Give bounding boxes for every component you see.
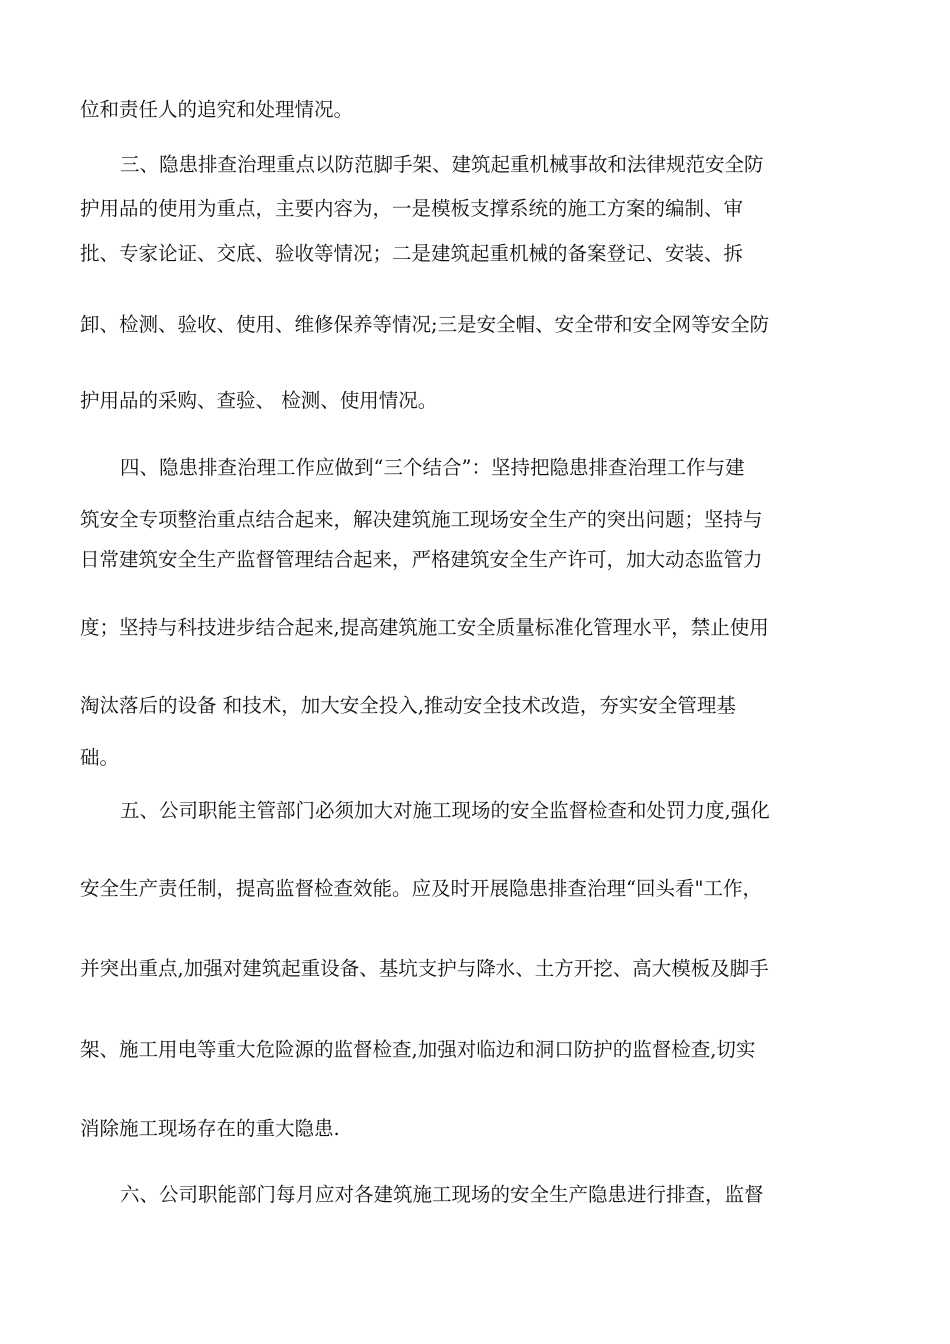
text-line: 并突出重点,加强对建筑起重设备、基坑支护与降水、土方开挖、高大模板及脚手	[80, 957, 769, 980]
text-line: 架、施工用电等重大危险源的监督检查,加强对临边和洞口防护的监督检查,切实	[80, 1038, 756, 1061]
text-line: 筑安全专项整治重点结合起来，解决建筑施工现场安全生产的突出问题；坚持与	[80, 508, 763, 531]
text-line: 卸、检测、验收、使用、维修保养等情况;三是安全帽、安全带和安全网等安全防	[80, 313, 770, 336]
text-line: 批、专家论证、交底、验收等情况；二是建筑起重机械的备案登记、安装、拆	[80, 242, 744, 265]
text-line: 度；坚持与科技进步结合起来,提高建筑施工安全质量标准化管理水平，禁止使用	[80, 616, 769, 639]
text-line: 护用品的采购、查验、 检测、使用情况。	[80, 389, 438, 412]
text-line: 淘汰落后的设备 和技术，加大安全投入,推动安全技术改造，夯实安全管理基	[80, 694, 736, 717]
paragraph-start-line: 四、隐患排查治理工作应做到“三个结合”：坚持把隐患排查治理工作与建	[120, 456, 745, 479]
paragraph-start-line: 六、公司职能部门每月应对各建筑施工现场的安全生产隐患进行排查，监督	[120, 1183, 764, 1206]
text-line: 础。	[80, 746, 120, 769]
paragraph-start-line: 五、公司职能主管部门必须加大对施工现场的安全监督检查和处罚力度,强化	[120, 799, 770, 822]
text-line: 位和责任人的追究和处理情况。	[80, 98, 354, 121]
paragraph-start-line: 三、隐患排查治理重点以防范脚手架、建筑起重机械事故和法律规范安全防	[120, 153, 764, 176]
text-line: 日常建筑安全生产监督管理结合起来，严格建筑安全生产许可，加大动态监管力	[80, 548, 763, 571]
text-line: 消除施工现场存在的重大隐患.	[80, 1117, 340, 1140]
text-line: 护用品的使用为重点，主要内容为，一是模板支撑系统的施工方案的编制、审	[80, 197, 744, 220]
text-line: 安全生产责任制，提高监督检查效能。应及时开展隐患排查治理“回头看"工作，	[80, 877, 762, 900]
